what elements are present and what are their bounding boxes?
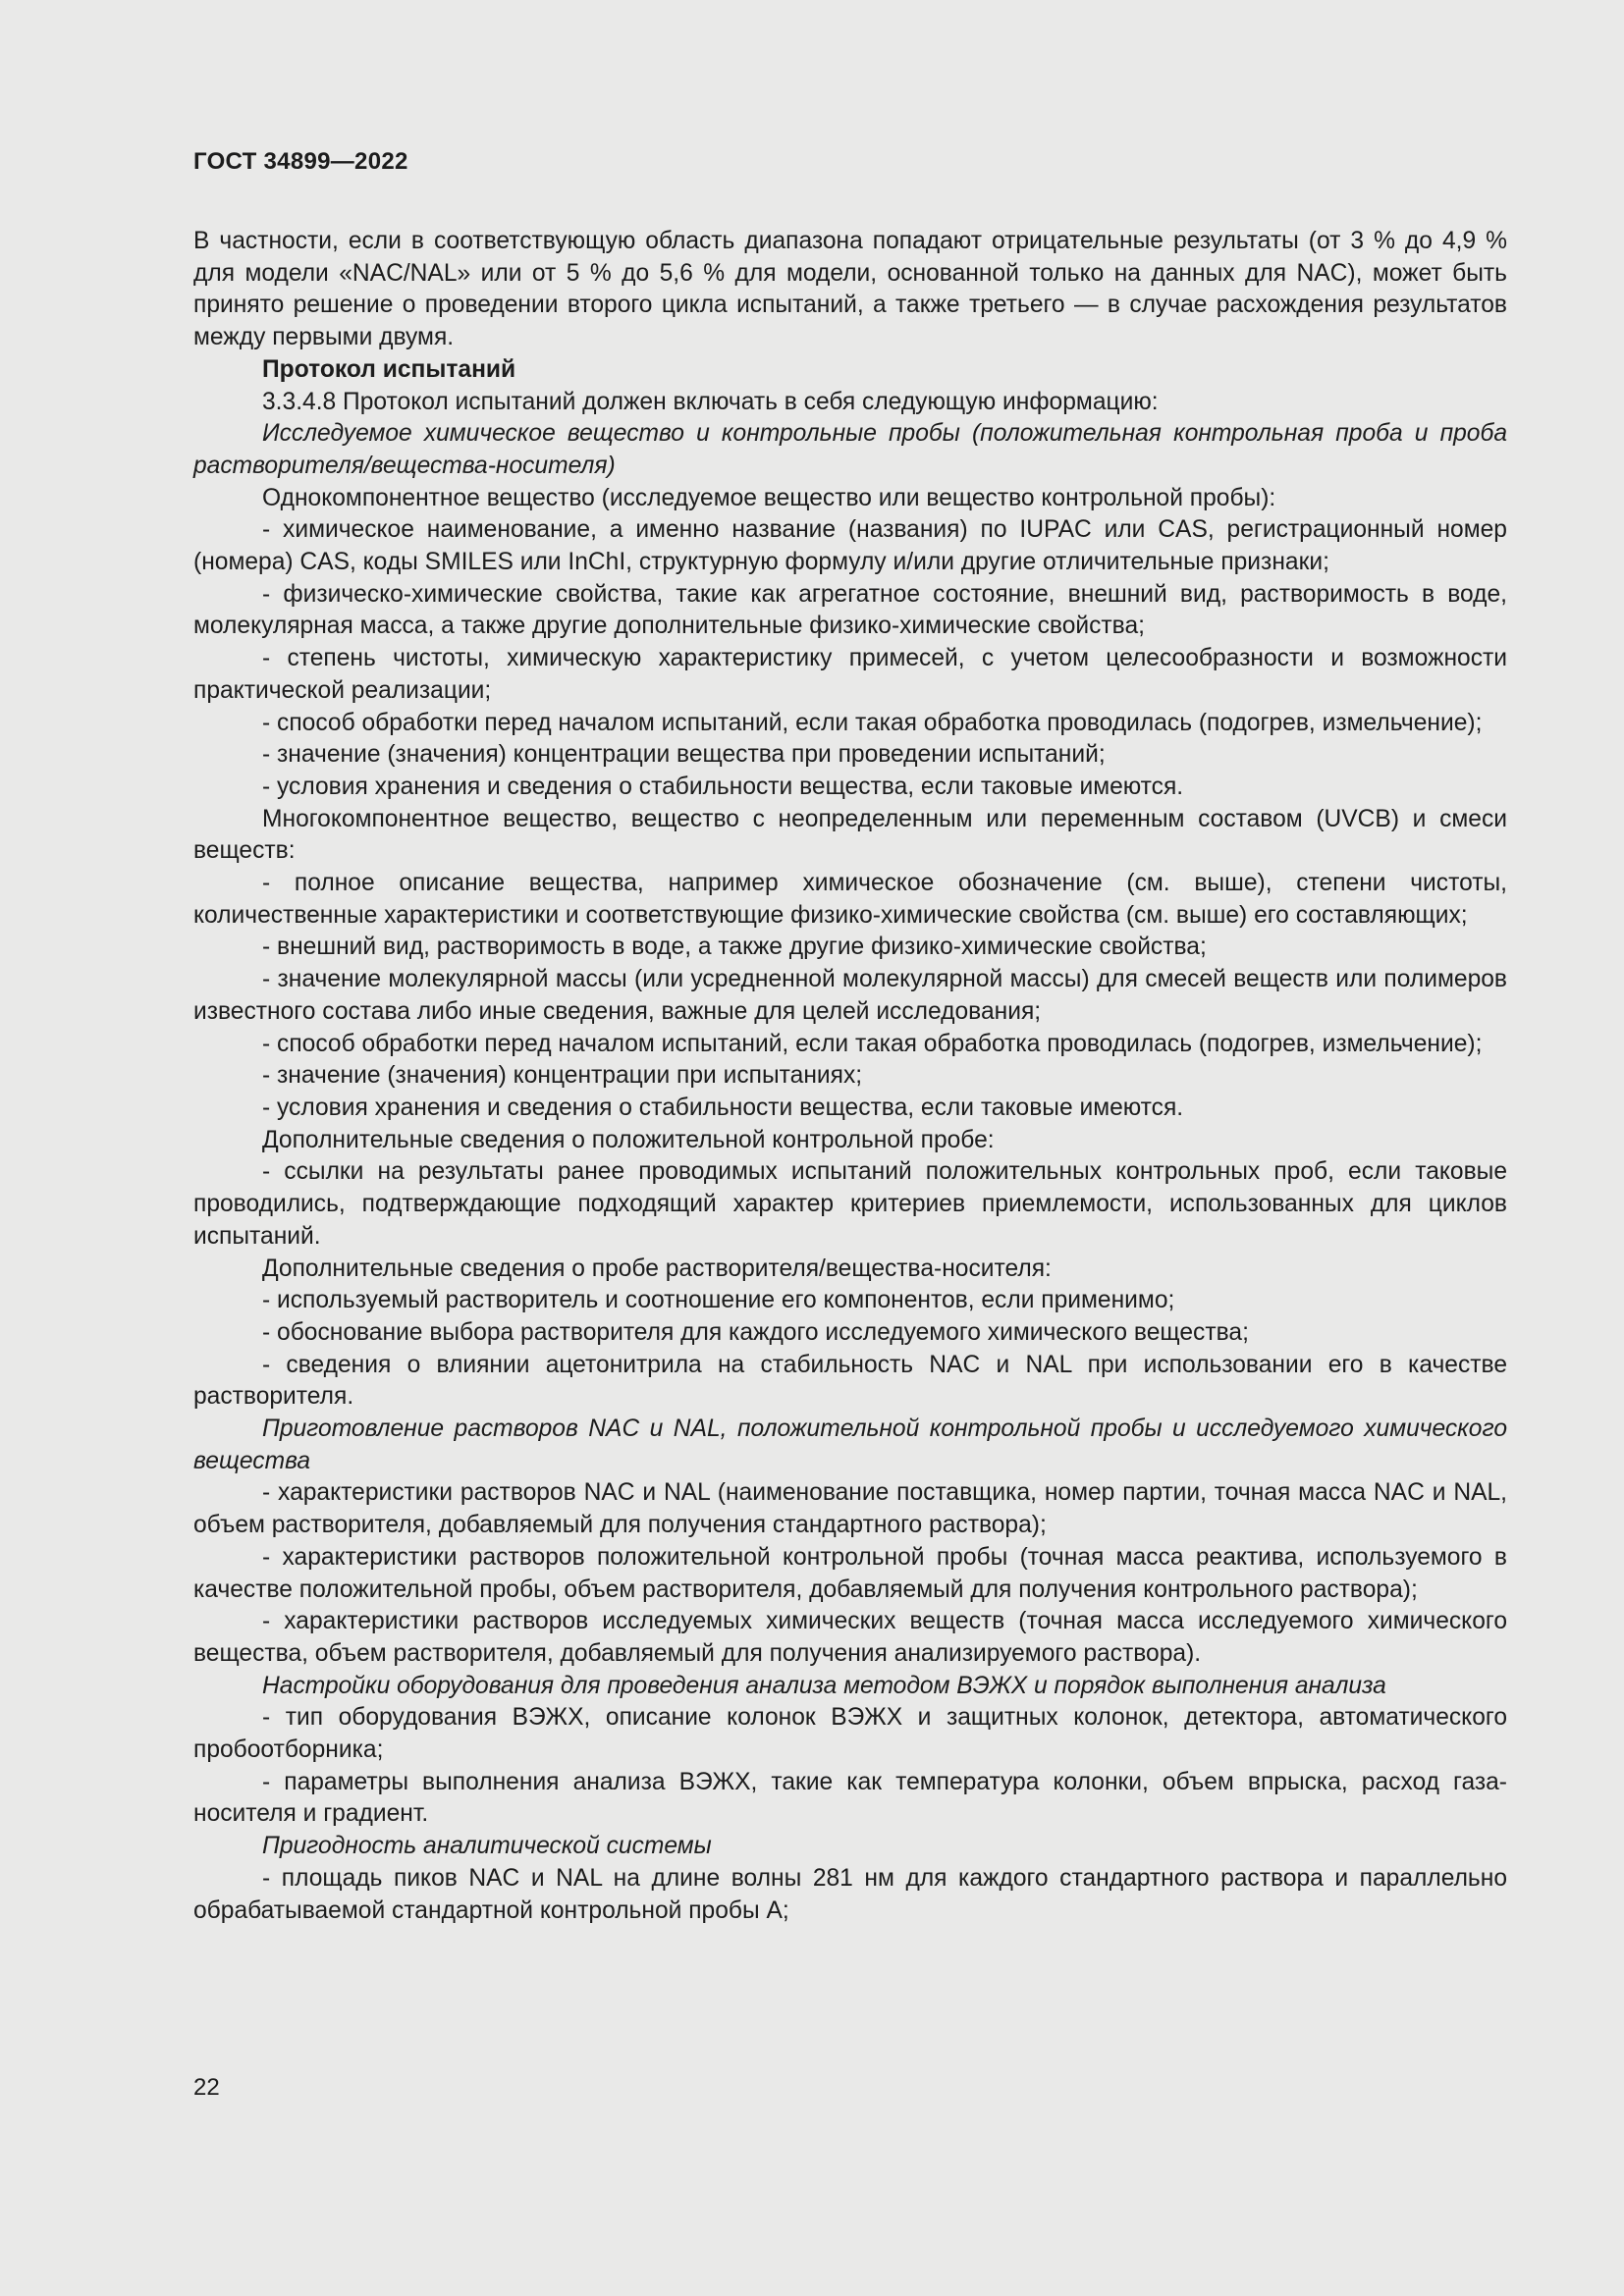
page-number: 22 (193, 2074, 220, 2101)
list-item: - химическое наименование, а именно название (названия) по IUPAC или CAS, регистрационный номер (номера) CAS, коды SMILES или InChI, структурную формулу и/или другие отличительные признаки; (193, 516, 1507, 576)
paragraph: Многокомпонентное вещество, вещество с неопределенным или переменным составом (UVCB) и смеси веществ: (193, 805, 1507, 865)
subheading: Пригодность аналитической системы (262, 1833, 712, 1860)
list-item: - полное описание вещества, например химическое обозначение (см. выше), степени чистоты, количественные характеристики и соответствующие физико-химические свойства (см. выше) его составляющих; (193, 870, 1507, 929)
list-item: - условия хранения и сведения о стабильности вещества, если таковые имеются. (262, 1094, 1184, 1121)
list-item: - параметры выполнения анализа ВЭЖХ, такие как температура колонки, объем впрыска, расход газа-носителя и градиент. (193, 1768, 1507, 1828)
paragraph: 3.3.4.8 Протокол испытаний должен включать в себя следующую информацию: (262, 388, 1159, 415)
paragraph: Дополнительные сведения о пробе растворителя/вещества-носителя: (262, 1255, 1052, 1282)
list-item: - характеристики растворов NAC и NAL (наименование поставщика, номер партии, точная масса NAC и NAL, объем растворителя, добавляемый для получения стандартного раствора); (193, 1479, 1507, 1539)
paragraph: Однокомпонентное вещество (исследуемое вещество или вещество контрольной пробы): (262, 484, 1276, 511)
document-header: ГОСТ 34899—2022 (193, 148, 408, 175)
list-item: - степень чистоты, химическую характеристику примесей, с учетом целесообразности и возможности практической реализации; (193, 645, 1507, 704)
section-heading: Протокол испытаний (262, 355, 516, 383)
list-item: - значение (значения) концентрации вещества при проведении испытаний; (262, 741, 1106, 769)
subheading: Настройки оборудования для проведения анализа методом ВЭЖХ и порядок выполнения анализа (262, 1672, 1386, 1699)
list-item: - характеристики растворов исследуемых химических веществ (точная масса исследуемого химического вещества, объем растворителя, добавляемый для получения анализируемого раствора). (193, 1608, 1507, 1667)
list-item: - тип оборудования ВЭЖХ, описание колонок ВЭЖХ и защитных колонок, детектора, автоматического пробоотборника; (193, 1704, 1507, 1764)
list-item: - значение молекулярной массы (или усредненной молекулярной массы) для смесей веществ или полимеров известного состава либо иные сведения, важные для целей исследования; (193, 966, 1507, 1025)
list-item: - используемый растворитель и соотношение его компонентов, если применимо; (262, 1287, 1175, 1314)
list-item: - обоснование выбора растворителя для каждого исследуемого химического вещества; (262, 1318, 1249, 1346)
list-item: - значение (значения) концентрации при испытаниях; (262, 1062, 863, 1090)
document-body (193, 226, 1507, 1927)
list-item: - характеристики растворов положительной контрольной пробы (точная масса реактива, используемого в качестве положительной пробы, объем растворителя, добавляемый для получения контрольного раствора); (193, 1543, 1507, 1603)
list-item: - площадь пиков NAC и NAL на длине волны 281 нм для каждого стандартного раствора и параллельно обрабатываемой стандартной контрольной пробы А; (193, 1864, 1507, 1924)
paragraph: Дополнительные сведения о положительной контрольной пробе: (262, 1126, 995, 1153)
list-item: - физическо-химические свойства, такие как агрегатное состояние, внешний вид, растворимость в воде, молекулярная масса, а также другие дополнительные физико-химические свойства; (193, 580, 1507, 640)
list-item: - внешний вид, растворимость в воде, а также другие физико-химические свойства; (262, 934, 1207, 961)
subheading: Приготовление растворов NAC и NAL, положительной контрольной пробы и исследуемого химического вещества (193, 1415, 1507, 1474)
subheading: Исследуемое химическое вещество и контрольные пробы (положительная контрольная проба и проба растворителя/вещества-носителя) (193, 420, 1507, 479)
list-item: - ссылки на результаты ранее проводимых испытаний положительных контрольных проб, если таковые проводились, подтверждающие подходящий характер критериев приемлемости, использованных для циклов испытаний. (193, 1158, 1507, 1250)
list-item: - способ обработки перед началом испытаний, если такая обработка проводилась (подогрев, измельчение); (262, 1030, 1483, 1057)
list-item: - сведения о влиянии ацетонитрила на стабильность NAC и NAL при использовании его в качестве растворителя. (193, 1351, 1507, 1411)
paragraph: В частности, если в соответствующую область диапазона попадают отрицательные результаты (от 3 % до 4,9 % для модели «NAC/NAL» или от 5 % до 5,6 % для модели, основанной только на данных для NAC), может быть принято решение о проведении второго цикла испытаний, а также третьего — в случае расхождения результатов между первыми двумя. (193, 228, 1507, 351)
list-item: - способ обработки перед началом испытаний, если такая обработка проводилась (подогрев, измельчение); (262, 709, 1483, 736)
list-item: - условия хранения и сведения о стабильности вещества, если таковые имеются. (262, 773, 1184, 800)
